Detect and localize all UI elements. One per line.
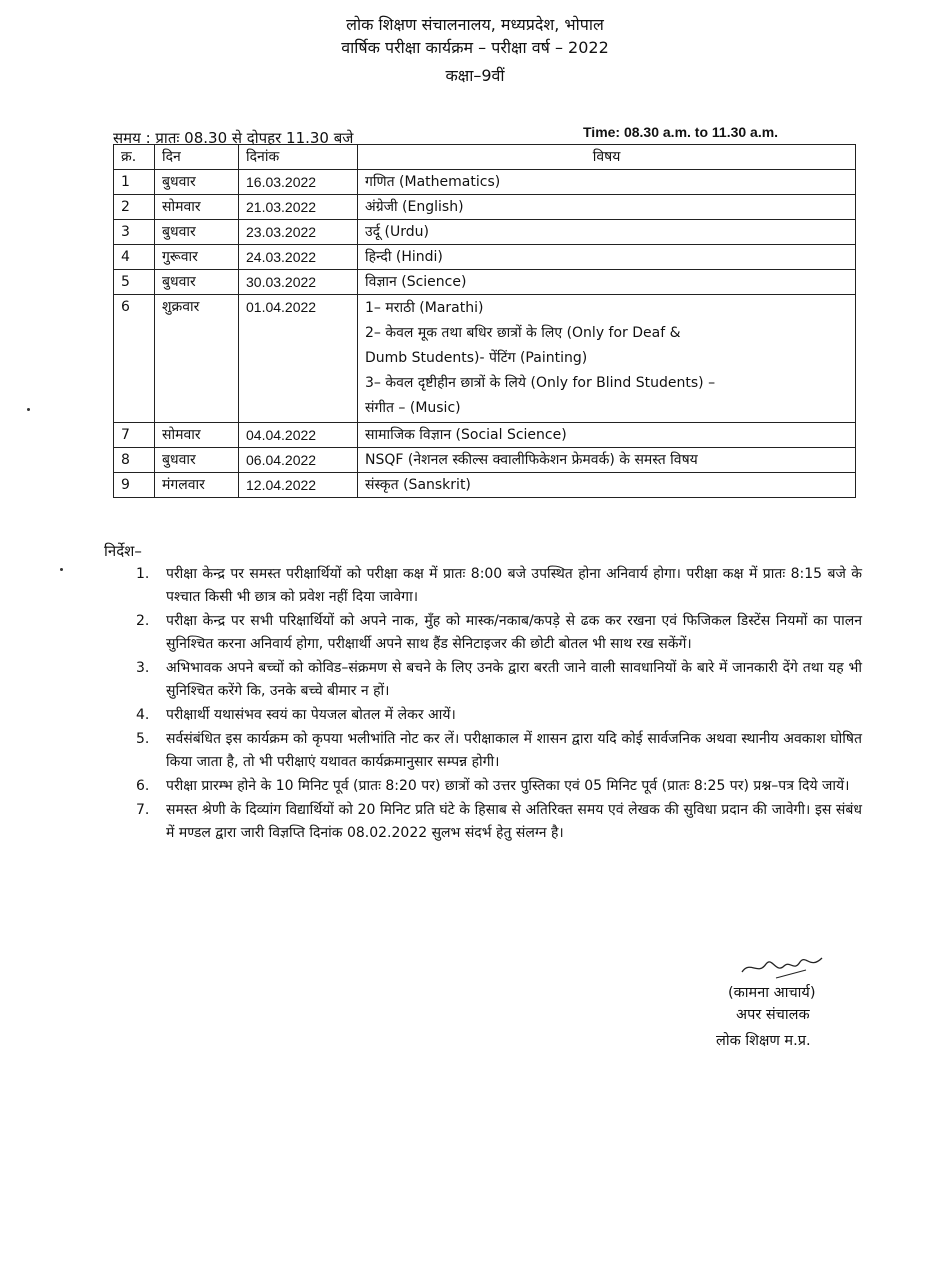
subject-line: NSQF (नेशनल स्कील्स क्वालीफिकेशन फ्रेमवर्क) के समस्त विषय — [365, 452, 698, 468]
row-day: बुधवार — [155, 170, 239, 195]
directorate-title: लोक शिक्षण संचालनालय, मध्यप्रदेश, भोपाल — [346, 15, 604, 34]
row-date: 30.03.2022 — [239, 270, 358, 295]
instruction-item — [136, 799, 862, 845]
row-date: 24.03.2022 — [239, 245, 358, 270]
instruction-text: परीक्षा केन्द्र पर सभी परिक्षार्थियों को अपने नाक, मुँह को मास्क/नकाब/कपड़े से ढक कर रखना एवं फिजिकल डिस्टेंस नियमों का पालन सुनिश्चित करना अनिवार्य होगा, परीक्षार्थी अपने साथ हैंड सेनिटाइजर की छोटी बोतल भी साथ रख सकेंगें। — [166, 613, 862, 652]
row-subject — [358, 295, 856, 423]
row-date: 16.03.2022 — [239, 170, 358, 195]
signatory-designation: अपर संचालक — [736, 1007, 810, 1023]
header-sno: क्र. — [114, 145, 155, 170]
instruction-number: 6. — [136, 778, 150, 794]
instructions-list — [136, 563, 862, 846]
row-subject — [358, 473, 856, 498]
scan-speck — [60, 568, 63, 571]
signatory-name: (कामना आचार्य) — [728, 985, 816, 1001]
scan-speck — [27, 408, 30, 411]
subject-line: संगीत – (Music) — [365, 400, 461, 416]
schedule-rows — [114, 170, 856, 498]
instruction-item — [136, 610, 862, 656]
table-row — [114, 448, 856, 473]
row-date: 06.04.2022 — [239, 448, 358, 473]
table-row — [114, 295, 856, 423]
instruction-number: 3. — [136, 660, 150, 676]
row-sno: 9 — [114, 473, 155, 498]
subject-line: 3– केवल दृष्टीहीन छात्रों के लिये (Only for Blind Students) – — [365, 375, 716, 391]
subject-line: 2– केवल मूक तथा बधिर छात्रों के लिए (Only for Deaf & — [365, 325, 681, 341]
row-day: बुधवार — [155, 448, 239, 473]
row-sno: 7 — [114, 423, 155, 448]
table-row — [114, 245, 856, 270]
row-day: बुधवार — [155, 220, 239, 245]
subject-line: हिन्दी (Hindi) — [365, 249, 443, 265]
header-date: दिनांक — [239, 145, 358, 170]
instruction-item — [136, 775, 862, 798]
header-day: दिन — [155, 145, 239, 170]
table-row — [114, 473, 856, 498]
row-subject — [358, 195, 856, 220]
row-day: सोमवार — [155, 195, 239, 220]
instruction-text: अभिभावक अपने बच्चों को कोविड–संक्रमण से बचने के लिए उनके द्वारा बरती जाने वाली सावधानियों के बारे में जानकारी देंगे तथा यह भी सुनिश्चित करेंगे कि, उनके बच्चे बीमार न हों। — [166, 660, 862, 699]
instruction-item — [136, 563, 862, 609]
row-date: 23.03.2022 — [239, 220, 358, 245]
row-day: गुरूवार — [155, 245, 239, 270]
subject-line: गणित (Mathematics) — [365, 174, 501, 190]
exam-schedule-table — [113, 144, 856, 498]
row-date: 12.04.2022 — [239, 473, 358, 498]
exam-program-title: वार्षिक परीक्षा कार्यक्रम – परीक्षा वर्ष – 2022 — [341, 38, 609, 57]
table-row — [114, 170, 856, 195]
signature-scribble — [736, 950, 826, 982]
instruction-item — [136, 728, 862, 774]
signature-block — [690, 950, 870, 1052]
row-date: 21.03.2022 — [239, 195, 358, 220]
table-row — [114, 195, 856, 220]
row-sno: 8 — [114, 448, 155, 473]
instruction-number: 5. — [136, 731, 150, 747]
time-english: Time: 08.30 a.m. to 11.30 a.m. — [583, 124, 779, 140]
row-sno: 1 — [114, 170, 155, 195]
row-sno: 2 — [114, 195, 155, 220]
instruction-text: परीक्षा केन्द्र पर समस्त परीक्षार्थियों को परीक्षा कक्ष में प्रातः 8:00 बजे उपस्थित होना अनिवार्य होगा। परीक्षा कक्ष में प्रातः 8:15 बजे के पश्चात किसी भी छात्र को प्रवेश नहीं दिया जावेगा। — [166, 566, 862, 605]
table-row — [114, 220, 856, 245]
signatory-office: लोक शिक्षण म.प्र. — [716, 1033, 811, 1049]
time-hindi: समय : प्रातः 08.30 से दोपहर 11.30 बजे — [113, 129, 354, 147]
instruction-text: परीक्षा प्रारम्भ होने के 10 मिनिट पूर्व (प्रातः 8:20 पर) छात्रों को उत्तर पुस्तिका एवं 05 मिनिट पूर्व (प्रातः 8:25 पर) प्रश्न–पत्र दिये जायें। — [166, 778, 850, 794]
instruction-number: 1. — [136, 566, 150, 582]
instruction-item — [136, 657, 862, 703]
instructions-title: निर्देश– — [104, 542, 142, 560]
instruction-item — [136, 704, 862, 727]
row-subject — [358, 170, 856, 195]
table-row — [114, 270, 856, 295]
instruction-number: 4. — [136, 707, 150, 723]
row-subject — [358, 448, 856, 473]
subject-line: सामाजिक विज्ञान (Social Science) — [365, 427, 567, 443]
table-row — [114, 423, 856, 448]
row-sno: 3 — [114, 220, 155, 245]
instruction-text: समस्त श्रेणी के दिव्यांग विद्यार्थियों को 20 मिनिट प्रति घंटे के हिसाब से अतिरिक्त समय एवं लेखक की सुविधा प्रदान की जावेगी। इस संबंध में मण्डल द्वारा जारी विज्ञप्ति दिनांक 08.02.2022 सुलभ संदर्भ हेतु संलग्न है। — [166, 802, 862, 841]
row-day: बुधवार — [155, 270, 239, 295]
row-day: मंगलवार — [155, 473, 239, 498]
row-sno: 5 — [114, 270, 155, 295]
row-sno: 4 — [114, 245, 155, 270]
subject-line: Dumb Students)- पेंटिंग (Painting) — [365, 350, 588, 366]
row-subject — [358, 423, 856, 448]
instruction-text: परीक्षार्थी यथासंभव स्वयं का पेयजल बोतल में लेकर आयें। — [166, 707, 456, 723]
subject-line: संस्कृत (Sanskrit) — [365, 477, 471, 493]
class-title: कक्षा–9वीं — [445, 66, 505, 85]
row-date: 04.04.2022 — [239, 423, 358, 448]
row-subject — [358, 220, 856, 245]
row-subject — [358, 245, 856, 270]
row-subject — [358, 270, 856, 295]
instruction-text: सर्वसंबंधित इस कार्यक्रम को कृपया भलीभांति नोट कर लें। परीक्षाकाल में शासन द्वारा यदि कोई सार्वजनिक अथवा स्थानीय अवकाश घोषित किया जाता है, तो भी परीक्षाएं यथावत कार्यक्रमानुसार सम्पन्न होगी। — [166, 731, 862, 770]
header-subject: विषय — [358, 145, 856, 170]
table-header-row — [114, 145, 856, 170]
subject-line: अंग्रेजी (English) — [365, 199, 464, 215]
row-sno: 6 — [114, 295, 155, 423]
instruction-number: 2. — [136, 613, 150, 629]
row-date: 01.04.2022 — [239, 295, 358, 423]
subject-line: 1– मराठी (Marathi) — [365, 300, 484, 316]
document-header — [0, 14, 950, 87]
row-day: सोमवार — [155, 423, 239, 448]
subject-line: विज्ञान (Science) — [365, 274, 467, 290]
subject-line: उर्दू (Urdu) — [365, 224, 429, 240]
instruction-number: 7. — [136, 802, 150, 818]
row-day: शुक्रवार — [155, 295, 239, 423]
